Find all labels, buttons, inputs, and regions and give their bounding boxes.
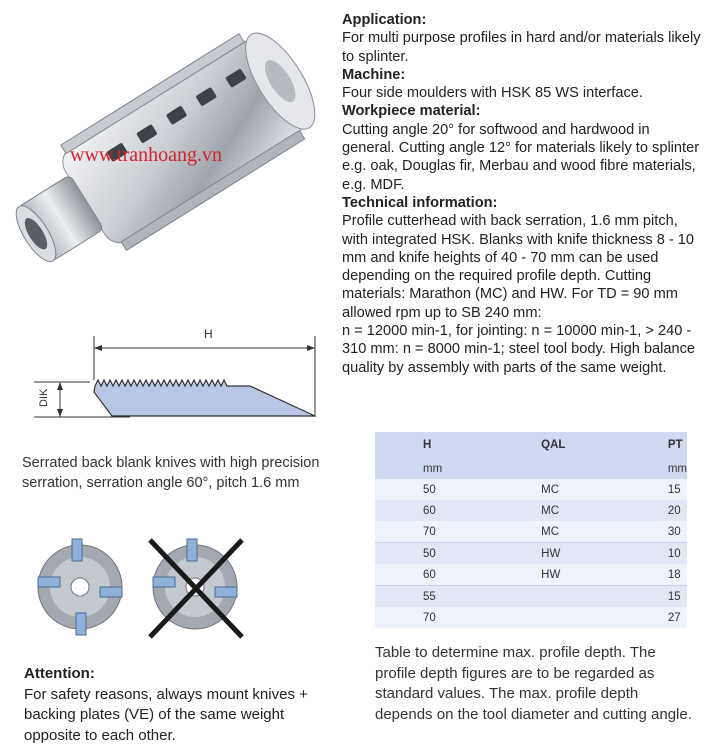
technical-heading: Technical information: xyxy=(342,194,498,211)
cell-pt: 15 xyxy=(623,586,687,608)
knife-dimension-diagram xyxy=(20,322,340,442)
knife-thickness-label: DIK xyxy=(38,388,50,407)
cell-pt: 10 xyxy=(623,543,687,565)
cell-qal: MC xyxy=(541,483,560,496)
table-row xyxy=(375,586,687,608)
technical-text-rpm: n = 12000 min-1, for jointing: n = 10000 min-1, > 240 - 310 mm: n = 8000 min-1; steel tool body. High balance quality by assembly with parts of the same weight. xyxy=(342,323,696,376)
technical-text: Profile cutterhead with back serration, 1.6 mm pitch, with integrated HSK. Blanks with knife thickness 8 - 10 mm and knife heights of 40 - 70 mm can be used depending on the required profile depth. Cutting materials: Marathon (MC) and HW. For TD = 90 mm allowed rpm up to SB 240 mm: xyxy=(342,213,695,321)
table-units-row xyxy=(375,458,687,479)
cell-h: 60 xyxy=(423,568,436,581)
cell-h: 55 xyxy=(375,586,503,608)
height-label: H xyxy=(204,327,213,341)
cell-h: 60 xyxy=(423,504,436,517)
specification-text xyxy=(342,11,706,377)
incorrect-mounting-cutter xyxy=(150,539,242,637)
profile-depth-table xyxy=(375,432,687,628)
knife-blank-shape xyxy=(94,380,315,416)
cell-h: 50 xyxy=(375,543,503,565)
cell-h: 50 xyxy=(423,483,436,496)
column-header-h: H xyxy=(423,439,432,451)
correct-mounting-cutter xyxy=(38,539,122,635)
workpiece-text: Cutting angle 20° for softwood and hardwood in general. Cutting angle 12° for materials likely to splinter e.g. oak, Douglas fir, Merbau and wood fibre materials, e.g. MDF. xyxy=(342,121,700,193)
attention-text: For safety reasons, always mount knives + backing plates (VE) of the same weight opposite to each other. xyxy=(24,685,308,744)
knife-caption: Serrated back blank knives with high precision serration, serration angle 60°, pitch 1.6 mm xyxy=(22,455,320,491)
cell-h: 70 xyxy=(423,525,436,538)
table-caption: Table to determine max. profile depth. The profile depth figures are to be regarded as standard values. The max. profile depth depends on the tool diameter and cutting angle. xyxy=(375,644,692,723)
cutterhead-photo xyxy=(0,0,330,318)
attention-heading: Attention: xyxy=(24,665,95,682)
unit-h: mm xyxy=(423,462,443,475)
table-header-row xyxy=(375,432,687,458)
unit-qal xyxy=(503,458,623,479)
table-row xyxy=(375,479,687,500)
unit-pt: mm xyxy=(667,462,687,475)
table-row xyxy=(375,564,687,586)
cell-qal: HW xyxy=(541,568,561,581)
cell-pt: 20 xyxy=(667,504,681,517)
cell-qal xyxy=(503,586,623,608)
table-row xyxy=(375,543,687,565)
column-header-pt: PT xyxy=(667,439,683,451)
attention-note xyxy=(24,664,344,746)
machine-heading: Machine: xyxy=(342,66,406,83)
column-header-qal: QAL xyxy=(541,439,566,451)
watermark-text: www.tranhoang.vn xyxy=(70,144,223,166)
workpiece-heading: Workpiece material: xyxy=(342,103,481,120)
table-row xyxy=(375,607,687,628)
cell-qal: MC xyxy=(541,504,560,517)
machine-text: Four side moulders with HSK 85 WS interface. xyxy=(342,85,643,102)
application-text: For multi purpose profiles in hard and/or materials likely to splinter. xyxy=(342,30,701,65)
knife-mounting-diagram xyxy=(20,525,260,650)
cell-qal xyxy=(503,607,623,628)
table-row xyxy=(375,521,687,543)
cell-pt: 27 xyxy=(667,611,681,624)
cell-pt: 30 xyxy=(667,525,681,538)
cell-qal: MC xyxy=(541,525,560,538)
application-heading: Application: xyxy=(342,12,427,28)
cell-pt: 15 xyxy=(667,483,681,496)
cell-h: 70 xyxy=(423,611,436,624)
cell-qal: HW xyxy=(503,543,623,565)
cell-pt: 18 xyxy=(667,568,681,581)
table-row xyxy=(375,500,687,521)
